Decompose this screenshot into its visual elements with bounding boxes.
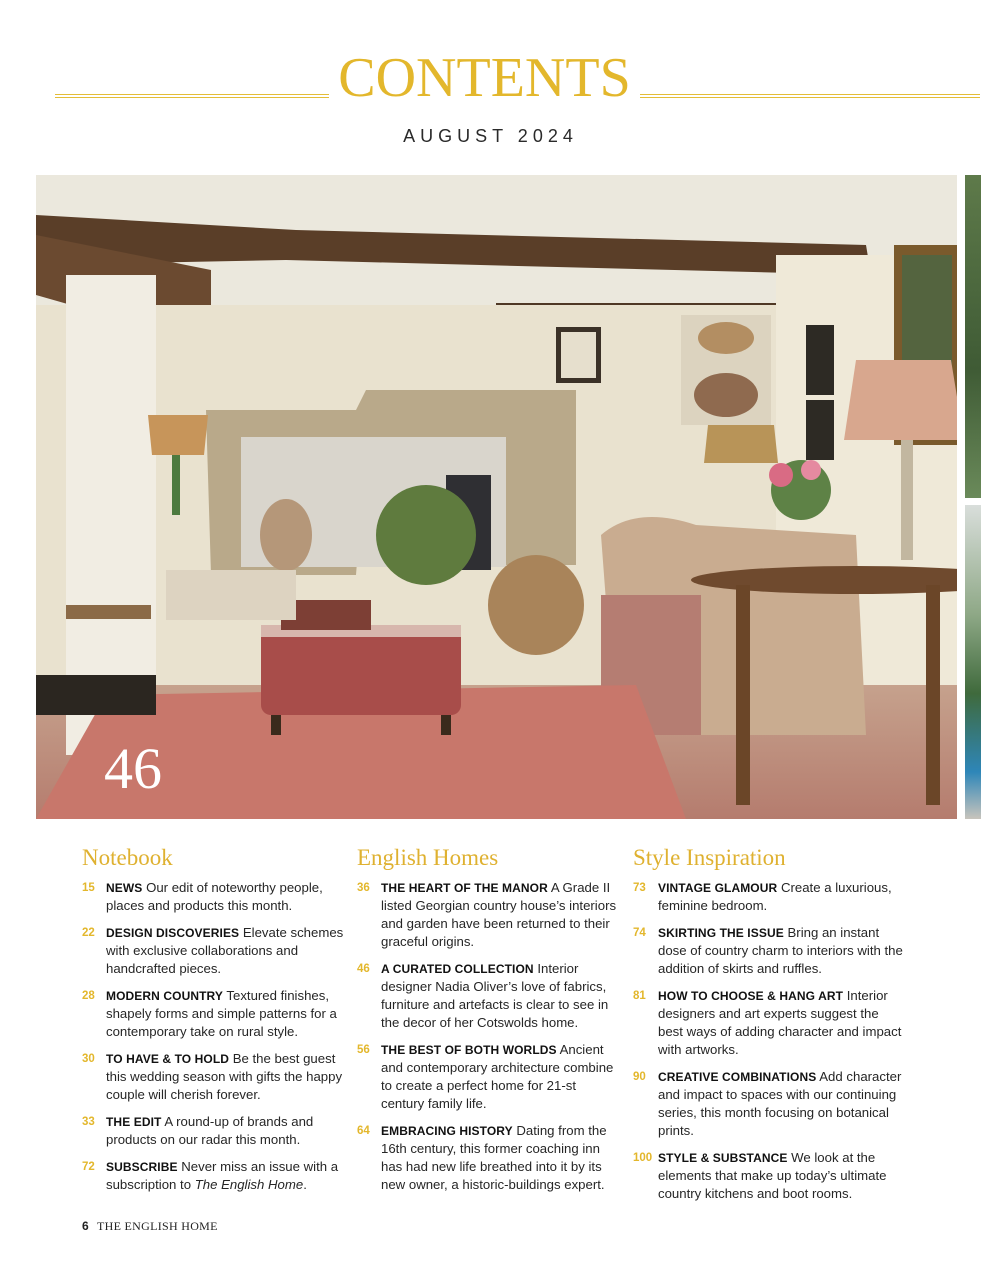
entry-title: SUBSCRIBE	[106, 1160, 178, 1174]
entry-description: Dating from the 16th century, this former coaching inn has had new life breathed into it by its new owner, a historic-buildings expert.	[381, 1123, 607, 1192]
entry-title: THE BEST OF BOTH WORLDS	[381, 1043, 557, 1057]
entry-description: Textured finishes, shapely forms and simple patterns for a contemporary take on rural style.	[106, 988, 337, 1039]
entry-title: STYLE & SUBSTANCE	[658, 1151, 788, 1165]
living-room-illustration	[36, 175, 957, 819]
side-photo-pool	[965, 505, 981, 819]
magazine-title: THE ENGLISH HOME	[96, 1219, 218, 1233]
entry-page-number: 100	[633, 1152, 653, 1164]
contents-entry[interactable]	[82, 1113, 344, 1149]
entry-title: DESIGN DISCOVERIES	[106, 926, 240, 940]
entry-description: Our edit of noteworthy people, places and products this month.	[106, 880, 323, 913]
section-heading: English Homes	[357, 845, 499, 870]
entry-description: A Grade II listed Georgian country house’s interiors and garden have been returned to their graceful origins.	[381, 880, 617, 949]
entry-description: Interior designers and art experts suggest the best ways of adding character and impact with artworks.	[658, 988, 902, 1057]
title-rule-right	[640, 94, 980, 98]
entry-page-number: 56	[357, 1044, 370, 1056]
entry-description: Add character and impact to spaces with our continuing series, this month focusing on botanical prints.	[658, 1069, 902, 1138]
contents-entry[interactable]	[82, 924, 344, 978]
entry-title: VINTAGE GLAMOUR	[658, 881, 778, 895]
entry-punctuation: .	[303, 1177, 307, 1192]
entry-page-number: 46	[357, 963, 370, 975]
contents-entry[interactable]	[633, 987, 903, 1059]
entry-page-number: 72	[82, 1161, 95, 1173]
contents-entry[interactable]	[357, 960, 619, 1032]
contents-entry[interactable]	[82, 1050, 344, 1104]
entry-title: NEWS	[106, 881, 143, 895]
entry-page-number: 28	[82, 990, 95, 1002]
entry-description: Be the best guest this wedding season with gifts the happy couple will cherish forever.	[106, 1051, 343, 1102]
entry-page-number: 33	[82, 1116, 95, 1128]
feature-page-number: 46	[104, 736, 162, 801]
entry-description: Ancient and contemporary architecture combine to create a perfect home for 21-st century family life.	[381, 1042, 614, 1111]
entry-title: EMBRACING HISTORY	[381, 1124, 513, 1138]
entry-description: Interior designer Nadia Oliver’s love of fabrics, furniture and artefacts is clear to see in the decor of her Cotswolds home.	[381, 961, 609, 1030]
entry-page-number: 15	[82, 882, 95, 894]
contents-entry[interactable]	[633, 1068, 903, 1140]
issue-date: AUGUST 2024	[403, 126, 578, 146]
contents-entry[interactable]	[633, 924, 903, 978]
folio-number: 6	[82, 1219, 89, 1233]
page-title: CONTENTS	[338, 47, 631, 109]
entry-page-number: 73	[633, 882, 646, 894]
entry-title: THE HEART OF THE MANOR	[381, 881, 548, 895]
entry-page-number: 90	[633, 1071, 646, 1083]
contents-entry[interactable]	[82, 987, 344, 1041]
contents-entry[interactable]	[633, 1149, 903, 1203]
entry-page-number: 22	[82, 927, 95, 939]
entry-title: TO HAVE & TO HOLD	[106, 1052, 230, 1066]
contents-entry[interactable]	[357, 1122, 619, 1194]
entry-title: CREATIVE COMBINATIONS	[658, 1070, 817, 1084]
contents-entry[interactable]	[357, 1041, 619, 1113]
entry-title: A CURATED COLLECTION	[381, 962, 534, 976]
entry-page-number: 81	[633, 990, 646, 1002]
contents-entry[interactable]	[357, 879, 619, 951]
entry-title: MODERN COUNTRY	[106, 989, 223, 1003]
entry-description: Never miss an issue with a subscription to	[106, 1159, 339, 1192]
entry-description: Create a luxurious, feminine bedroom.	[658, 880, 892, 913]
entry-description: We look at the elements that make up today’s ultimate country kitchens and boot rooms.	[658, 1150, 887, 1201]
section-heading: Notebook	[82, 845, 173, 870]
entry-description: A round-up of brands and products on our radar this month.	[106, 1114, 314, 1147]
section-notebook	[82, 845, 344, 1203]
contents-entry[interactable]	[82, 879, 344, 915]
contents-entry[interactable]	[82, 1158, 344, 1194]
entry-page-number: 36	[357, 882, 370, 894]
entry-page-number: 64	[357, 1125, 370, 1137]
entry-page-number: 30	[82, 1053, 95, 1065]
hero-photo[interactable]	[36, 175, 957, 819]
entry-page-number: 74	[633, 927, 646, 939]
section-style-inspiration	[633, 845, 903, 1212]
entry-description: Elevate schemes with exclusive collaborations and handcrafted pieces.	[106, 925, 344, 976]
section-heading: Style Inspiration	[633, 845, 786, 870]
title-rule-left	[55, 94, 329, 98]
page-footer	[82, 1219, 218, 1234]
entry-description: Bring an instant dose of country charm to interiors with the addition of skirts and ruffles.	[658, 925, 903, 976]
side-photo-garden	[965, 175, 981, 498]
entry-title: THE EDIT	[106, 1115, 162, 1129]
entry-title: SKIRTING THE ISSUE	[658, 926, 784, 940]
entry-title: HOW TO CHOOSE & HANG ART	[658, 989, 844, 1003]
magazine-name: The English Home	[194, 1177, 304, 1192]
section-english-homes	[357, 845, 619, 1203]
contents-entry[interactable]	[633, 879, 903, 915]
